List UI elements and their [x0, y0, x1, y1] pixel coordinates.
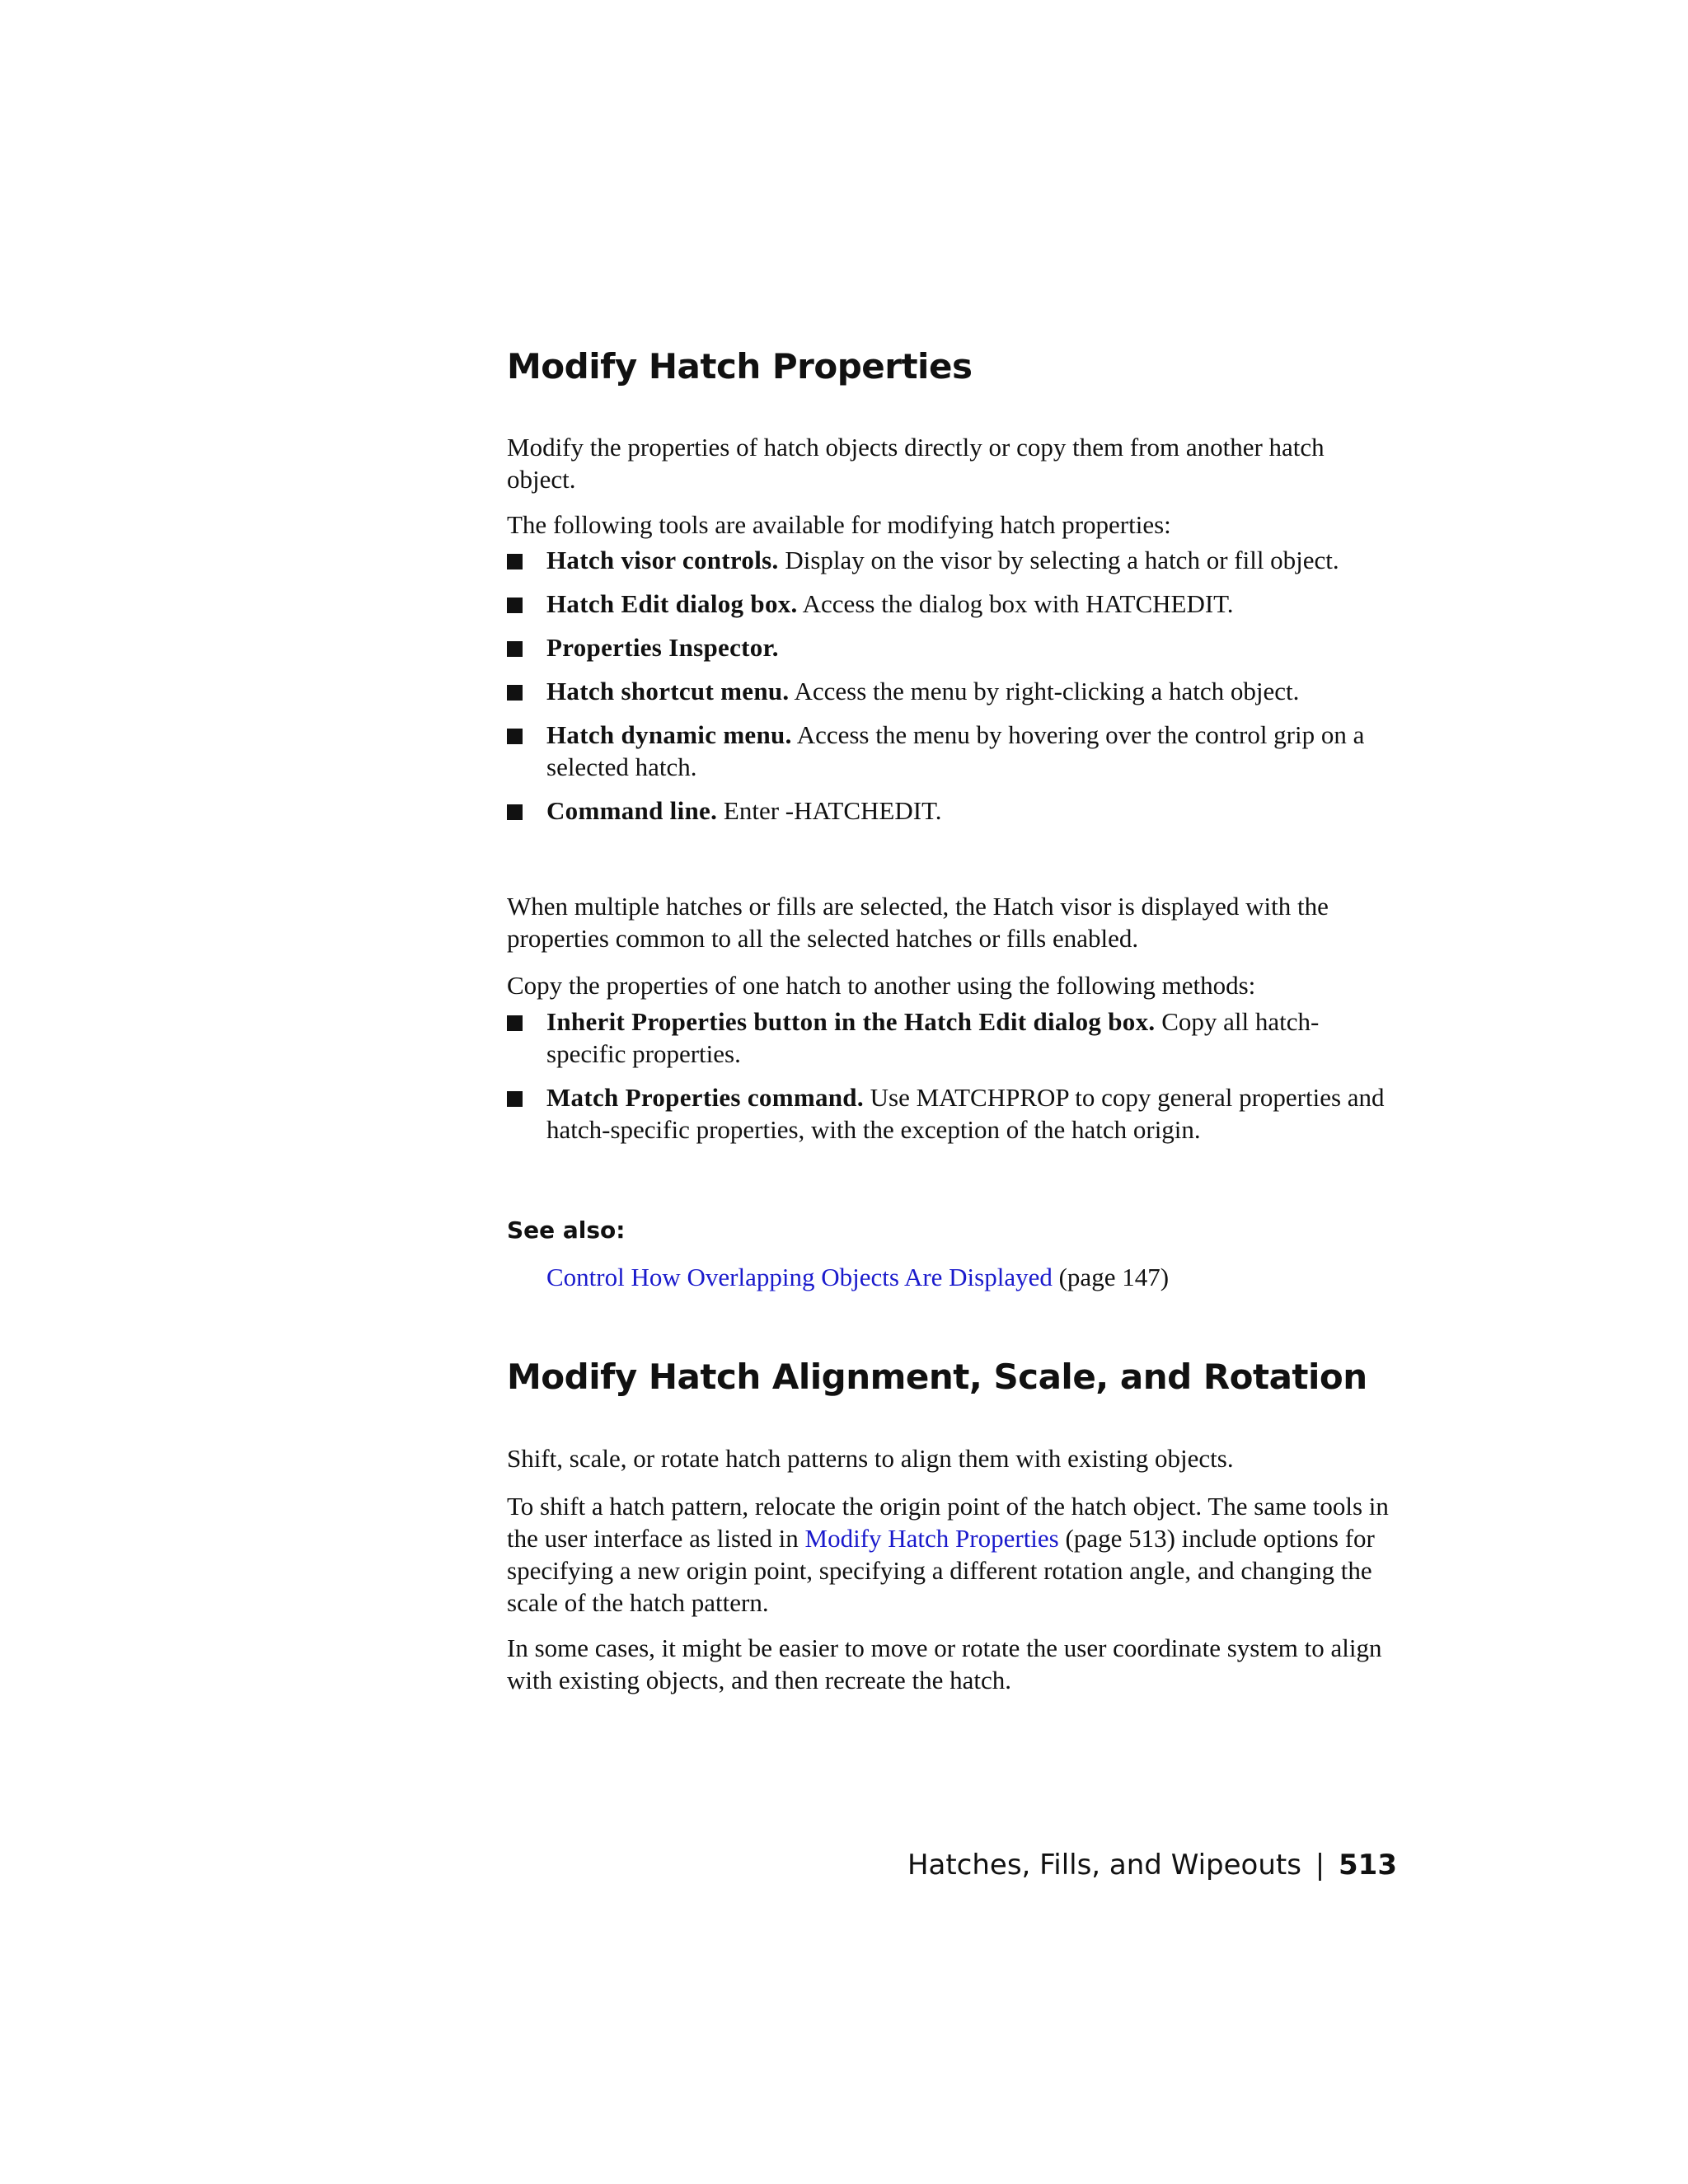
shift-pattern-paragraph [507, 1490, 1397, 1619]
copy-methods-list [507, 1005, 1397, 1157]
square-bullet-icon [507, 685, 523, 701]
modify-hatch-properties-link[interactable]: Modify Hatch Properties [804, 1524, 1059, 1553]
square-bullet-icon [507, 598, 523, 613]
list-item-desc: Access the menu by hovering over the control grip on a selected hatch. [546, 720, 1365, 781]
list-item-desc: Display on the visor by selecting a hatch or fill object. [785, 546, 1339, 574]
list-item [507, 794, 1397, 827]
page-footer [907, 1849, 1397, 1882]
paragraph-text: To shift a hatch pattern, relocate the origin point of the hatch object. The same tools in the user interface as listed in [507, 1492, 1389, 1553]
list-item-term: Command line. [546, 796, 718, 825]
list-item-desc: Enter -HATCHEDIT. [723, 796, 942, 825]
list-item [507, 1081, 1397, 1146]
see-also-link[interactable]: Control How Overlapping Objects Are Displayed [546, 1263, 1053, 1291]
square-bullet-icon [507, 554, 523, 569]
list-item [507, 1005, 1397, 1070]
see-also-heading: See also: [507, 1216, 626, 1244]
list-item-term: Inherit Properties button in the Hatch Edit dialog box. [546, 1007, 1156, 1036]
intro-paragraph: Modify the properties of hatch objects directly or copy them from another hatch object. [507, 433, 1325, 494]
tools-lead-paragraph: The following tools are available for modifying hatch properties: [507, 510, 1171, 539]
multiple-selection-paragraph: When multiple hatches or fills are selected, the Hatch visor is displayed with the properties common to all the selected hatches or fills enabled. [507, 892, 1329, 953]
see-also-page-ref: (page 147) [1058, 1263, 1170, 1291]
list-item-desc: Use MATCHPROP to copy general properties and hatch-specific properties, with the exception of the hatch origin. [546, 1083, 1385, 1144]
list-item [507, 544, 1397, 576]
section-title-modify-hatch-alignment: Modify Hatch Alignment, Scale, and Rotation [507, 1357, 1367, 1397]
list-item-desc: Access the menu by right-clicking a hatch object. [794, 677, 1300, 705]
document-page [507, 0, 1397, 2184]
square-bullet-icon [507, 1091, 523, 1107]
list-item [507, 675, 1397, 707]
ucs-paragraph: In some cases, it might be easier to move or rotate the user coordinate system to align with existing objects, and then recreate the hatch. [507, 1633, 1382, 1694]
list-item [507, 588, 1397, 620]
list-item-desc: Copy all hatch-specific properties. [546, 1007, 1320, 1068]
square-bullet-icon [507, 1015, 523, 1031]
list-item-desc: Access the dialog box with HATCHEDIT. [802, 589, 1234, 618]
paragraph-text: (page 513) include options for specifying a new origin point, specifying a different rotation angle, and changing the scale of the hatch pattern. [507, 1524, 1375, 1617]
list-item-term: Hatch Edit dialog box. [546, 589, 798, 618]
copy-lead-paragraph: Copy the properties of one hatch to another using the following methods: [507, 971, 1256, 1000]
footer-page-number: 513 [1339, 1849, 1397, 1882]
list-item [507, 719, 1397, 783]
square-bullet-icon [507, 729, 523, 744]
list-item-term: Hatch visor controls. [546, 546, 779, 574]
list-item-term: Hatch dynamic menu. [546, 720, 792, 749]
square-bullet-icon [507, 804, 523, 820]
section-title-modify-hatch-properties: Modify Hatch Properties [507, 346, 973, 387]
list-item-term: Hatch shortcut menu. [546, 677, 790, 705]
footer-separator: | [1315, 1849, 1325, 1882]
see-also-reference [546, 1261, 1169, 1293]
tools-list [507, 544, 1397, 838]
list-item [507, 631, 1397, 663]
alignment-intro-paragraph: Shift, scale, or rotate hatch patterns to align them with existing objects. [507, 1444, 1234, 1473]
list-item-term: Match Properties command. [546, 1083, 864, 1112]
square-bullet-icon [507, 641, 523, 657]
list-item-term: Properties Inspector. [546, 633, 779, 662]
footer-chapter-title: Hatches, Fills, and Wipeouts [907, 1849, 1301, 1882]
